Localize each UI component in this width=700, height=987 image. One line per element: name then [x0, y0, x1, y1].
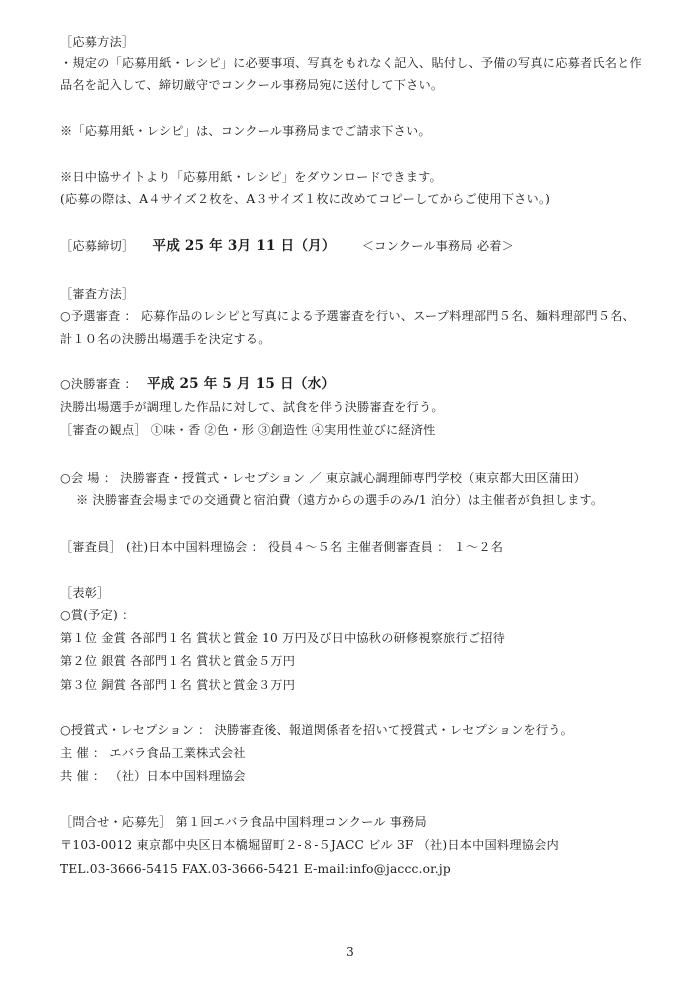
- prize-label: ○賞(予定) ：: [60, 608, 135, 622]
- organizer-line: 主 催 ： エバラ食品工業株式会社: [60, 746, 246, 760]
- award-third: 第３位 銅賞 各部門１名 賞状と賞金３万円: [60, 678, 296, 692]
- deadline-date: 平成 25 年 3月 11 日（月）: [152, 238, 336, 254]
- judging-viewpoints: ［審査の観点］ ①味・香 ②色・形 ③創造性 ④実用性並びに経済性: [60, 423, 436, 437]
- prelim-line2: 計１０名の決勝出場選手を決定する。: [60, 332, 271, 346]
- application-method-line1: ・規定の「応募用紙・レシピ」に必要事項、写真をもれなく記入、貼付し、予備の写真に応募者氏名と作: [60, 56, 642, 70]
- venue-note: ※ 決勝審査会場までの交通費と宿泊費（遠方からの選手のみ/1 泊分）は主催者が負担します。: [76, 493, 604, 507]
- application-method-line2: 品名を記入して、締切厳守でコンクール事務局宛に送付して下さい。: [60, 78, 444, 92]
- ceremony-line: ○授賞式・レセプション ： 決勝審査後、報道関係者を招いて授賞式・レセプションを行う。: [60, 723, 574, 737]
- cosponsor-line: 共 催 ： （社）日本中国料理協会: [60, 769, 246, 783]
- final-judging-label: ○決勝審査 ：: [60, 377, 137, 391]
- application-method-heading: ［応募方法］: [60, 35, 135, 49]
- judging-heading: ［審査方法］: [60, 287, 135, 301]
- deadline-row: [60, 238, 514, 254]
- judges-line: ［審査員］ (社)日本中国料理協会 ： 役員４～５名 主催者側審査員 ： １～２名: [60, 540, 504, 554]
- page-number: 3: [346, 945, 354, 959]
- application-note1: ※「応募用紙・レシピ」は、コンクール事務局までご請求下さい。: [60, 124, 431, 138]
- contact-heading: ［問合せ・応募先］ 第１回エバラ食品中国料理コンクール 事務局: [60, 815, 427, 829]
- application-note3: (応募の際は、A４サイズ２枚を、A３サイズ１枚に改めてコピーしてからご使用下さい。): [60, 192, 551, 206]
- deadline-label: ［応募締切］: [60, 239, 135, 253]
- prelim-line1: ○予選審査 ： 応募作品のレシピと写真による予選審査を行い、スープ料理部門５名、麺料理部門５名、: [60, 309, 635, 323]
- application-note2: ※日中協サイトより「応募用紙・レシピ」をダウンロードできます。: [60, 170, 442, 184]
- contact-phone: TEL.03-3666-5415 FAX.03-3666-5421 E-mail:info@jaccc.or.jp: [60, 862, 451, 876]
- final-judging-desc: 決勝出場選手が調理した作品に対して、試食を伴う決勝審査を行う。: [60, 400, 444, 414]
- contact-address: 〒103-0012 東京都中央区日本橋堀留町２-８-５JACC ビル 3F （社)日本中国料理協会内: [60, 838, 559, 852]
- awards-heading: ［表彰］: [60, 586, 110, 600]
- venue-line: ○会 場 ： 決勝審査・授賞式・レセプション ／ 東京誠心調理師専門学校（東京都大田区蒲田）: [60, 471, 586, 485]
- deadline-note: ＜コンクール事務局 必着＞: [361, 239, 515, 253]
- award-first: 第１位 金賞 各部門１名 賞状と賞金 10 万円及び日中協秋の研修視察旅行ご招待: [60, 631, 506, 645]
- award-second: 第２位 銀賞 各部門１名 賞状と賞金５万円: [60, 654, 296, 668]
- final-judging-date: 平成 25 年 5 月 15 日（水）: [146, 376, 336, 392]
- final-judging-row: [60, 376, 335, 392]
